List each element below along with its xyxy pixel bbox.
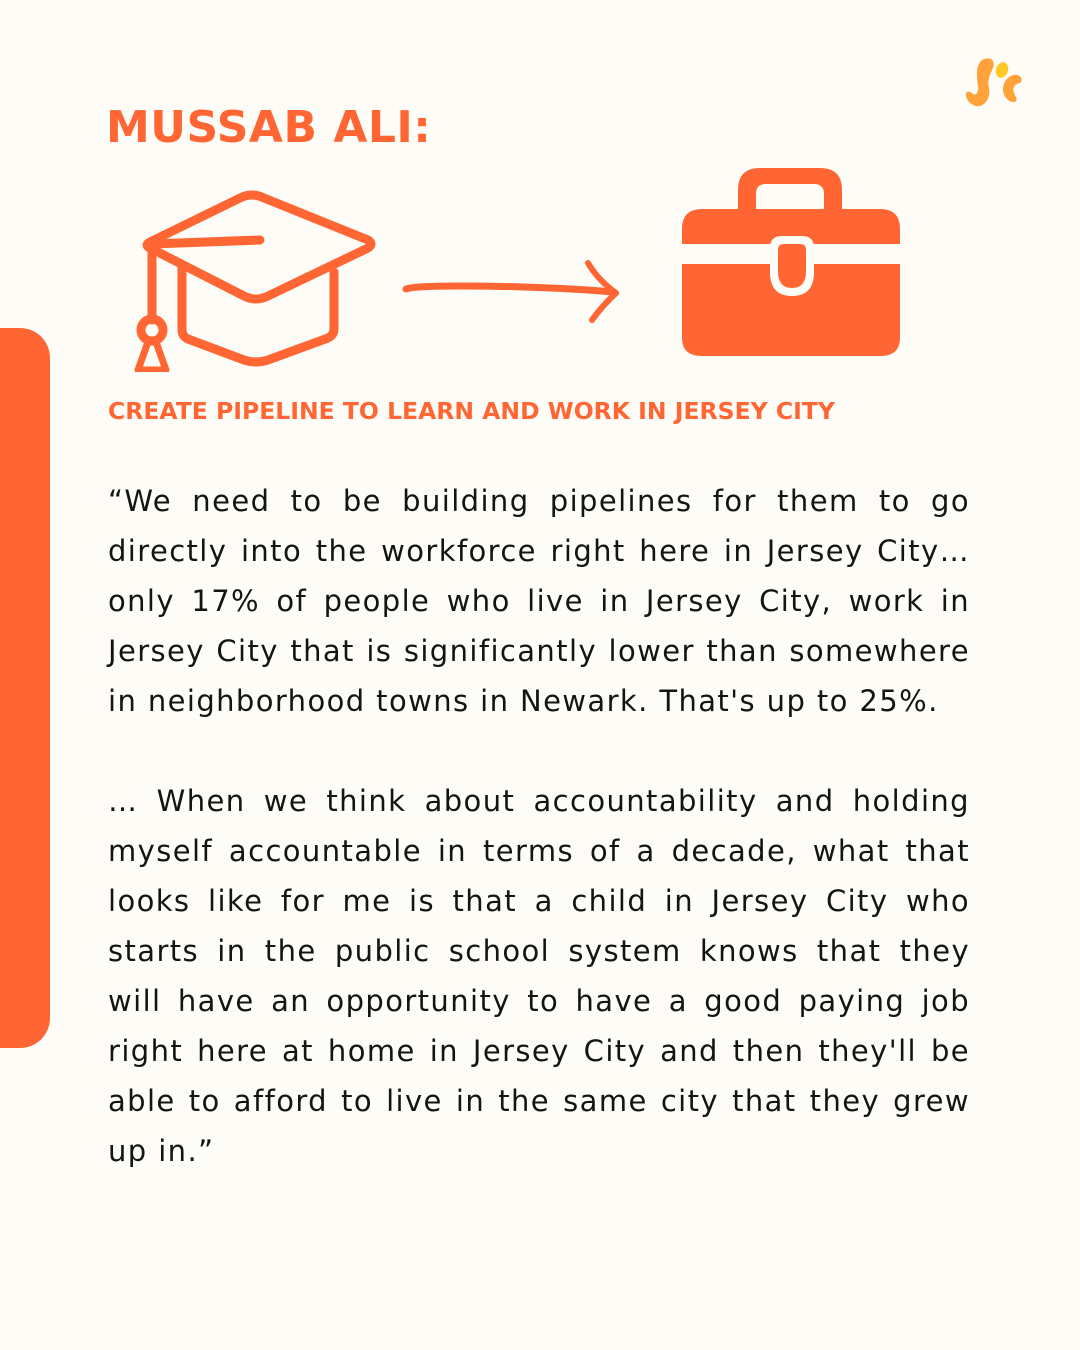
logo-s-shape xyxy=(966,58,994,106)
toolbox-latch xyxy=(778,244,806,288)
toolbox-icon xyxy=(678,160,904,358)
decorative-side-bar xyxy=(0,328,50,1048)
arrow-right-icon xyxy=(400,256,626,328)
logo-dot xyxy=(994,60,1011,79)
page-title: MUSSAB ALI: xyxy=(106,102,432,153)
section-subtitle: CREATE PIPELINE TO LEARN AND WORK IN JERSEY CITY xyxy=(108,397,835,425)
graduation-cap-icon xyxy=(128,180,384,372)
logo-c-shape xyxy=(1003,75,1022,102)
quote-block xyxy=(108,476,970,1226)
quote-paragraph: … When we think about accountability and holding myself accountable in terms of a decade, what that looks like for me is that a child in Jersey City who starts in the public school system knows that they will have an opportunity to have a good paying job right here at home in Jersey City and then they'll be able to afford to live in the same city that they grew up in.” xyxy=(108,784,970,1168)
brand-logo-icon xyxy=(962,56,1026,110)
quote-paragraph: “We need to be building pipelines for them to go directly into the workforce right here in Jersey City… only 17% of people who live in Jersey City, work in Jersey City that is significantly lower than somewhere in neighborhood towns in Newark. That's up to 25%. xyxy=(108,484,970,718)
